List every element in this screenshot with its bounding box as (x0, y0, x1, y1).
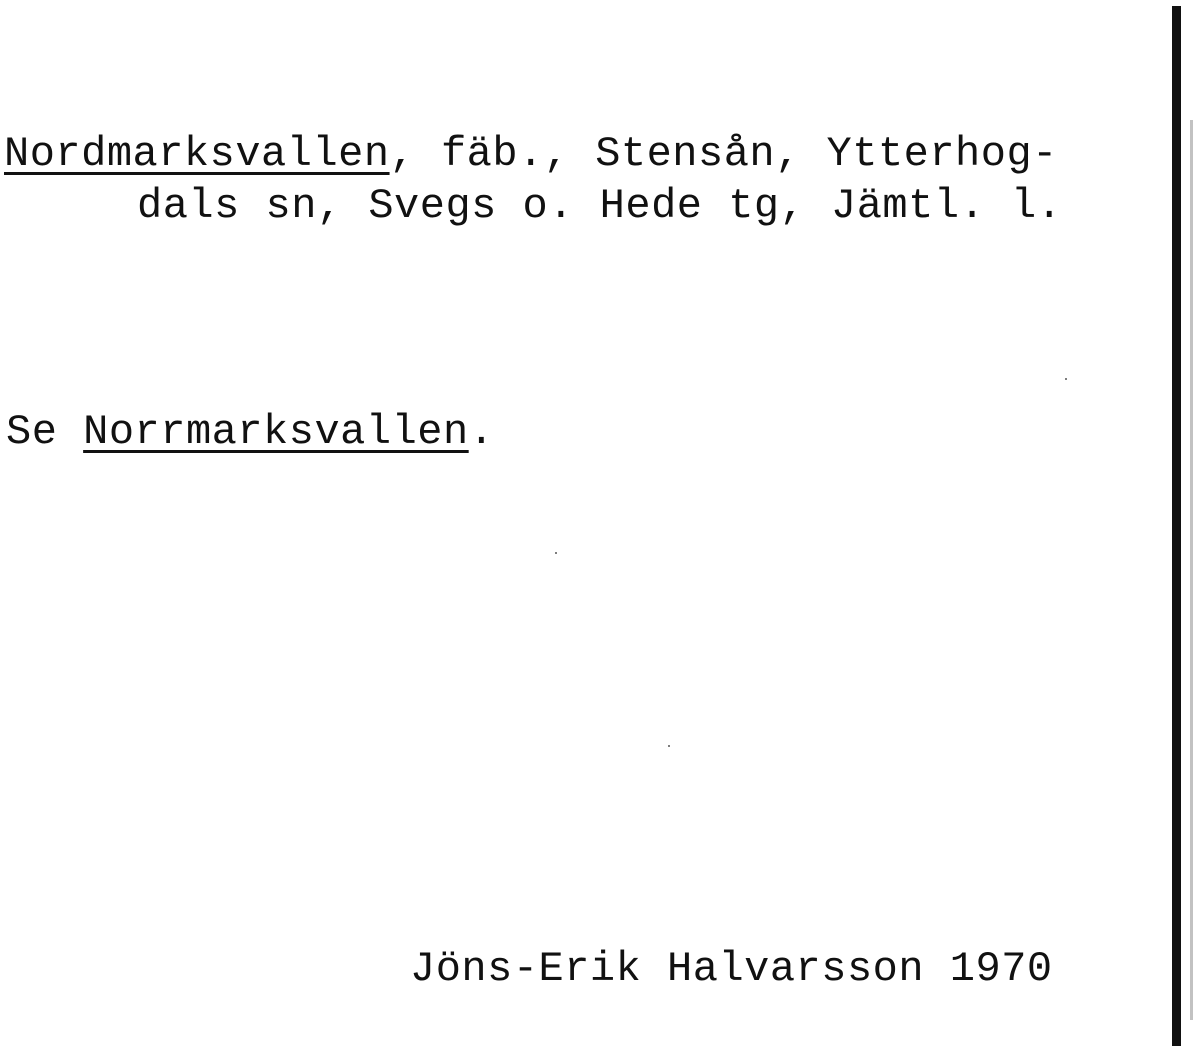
card-edge-border (1172, 6, 1181, 1046)
card-edge-shadow (1190, 120, 1193, 1020)
entry-line-2: dals sn, Svegs o. Hede tg, Jämtl. l. (137, 182, 1063, 230)
author-signature: Jöns-Erik Halvarsson 1970 (410, 945, 1053, 993)
paper-speck (668, 745, 670, 747)
cross-reference (6, 408, 494, 456)
cross-reference-prefix: Se (6, 408, 84, 456)
entry-description-part-1: , fäb., Stensån, Ytterhog- (389, 130, 1058, 178)
headword: Nordmarksvallen (4, 130, 390, 178)
paper-speck (1065, 378, 1067, 380)
paper-speck (555, 552, 557, 554)
entry-line-1 (4, 130, 1058, 178)
cross-reference-suffix: . (468, 408, 495, 456)
cross-reference-target: Norrmarksvallen (83, 408, 469, 456)
